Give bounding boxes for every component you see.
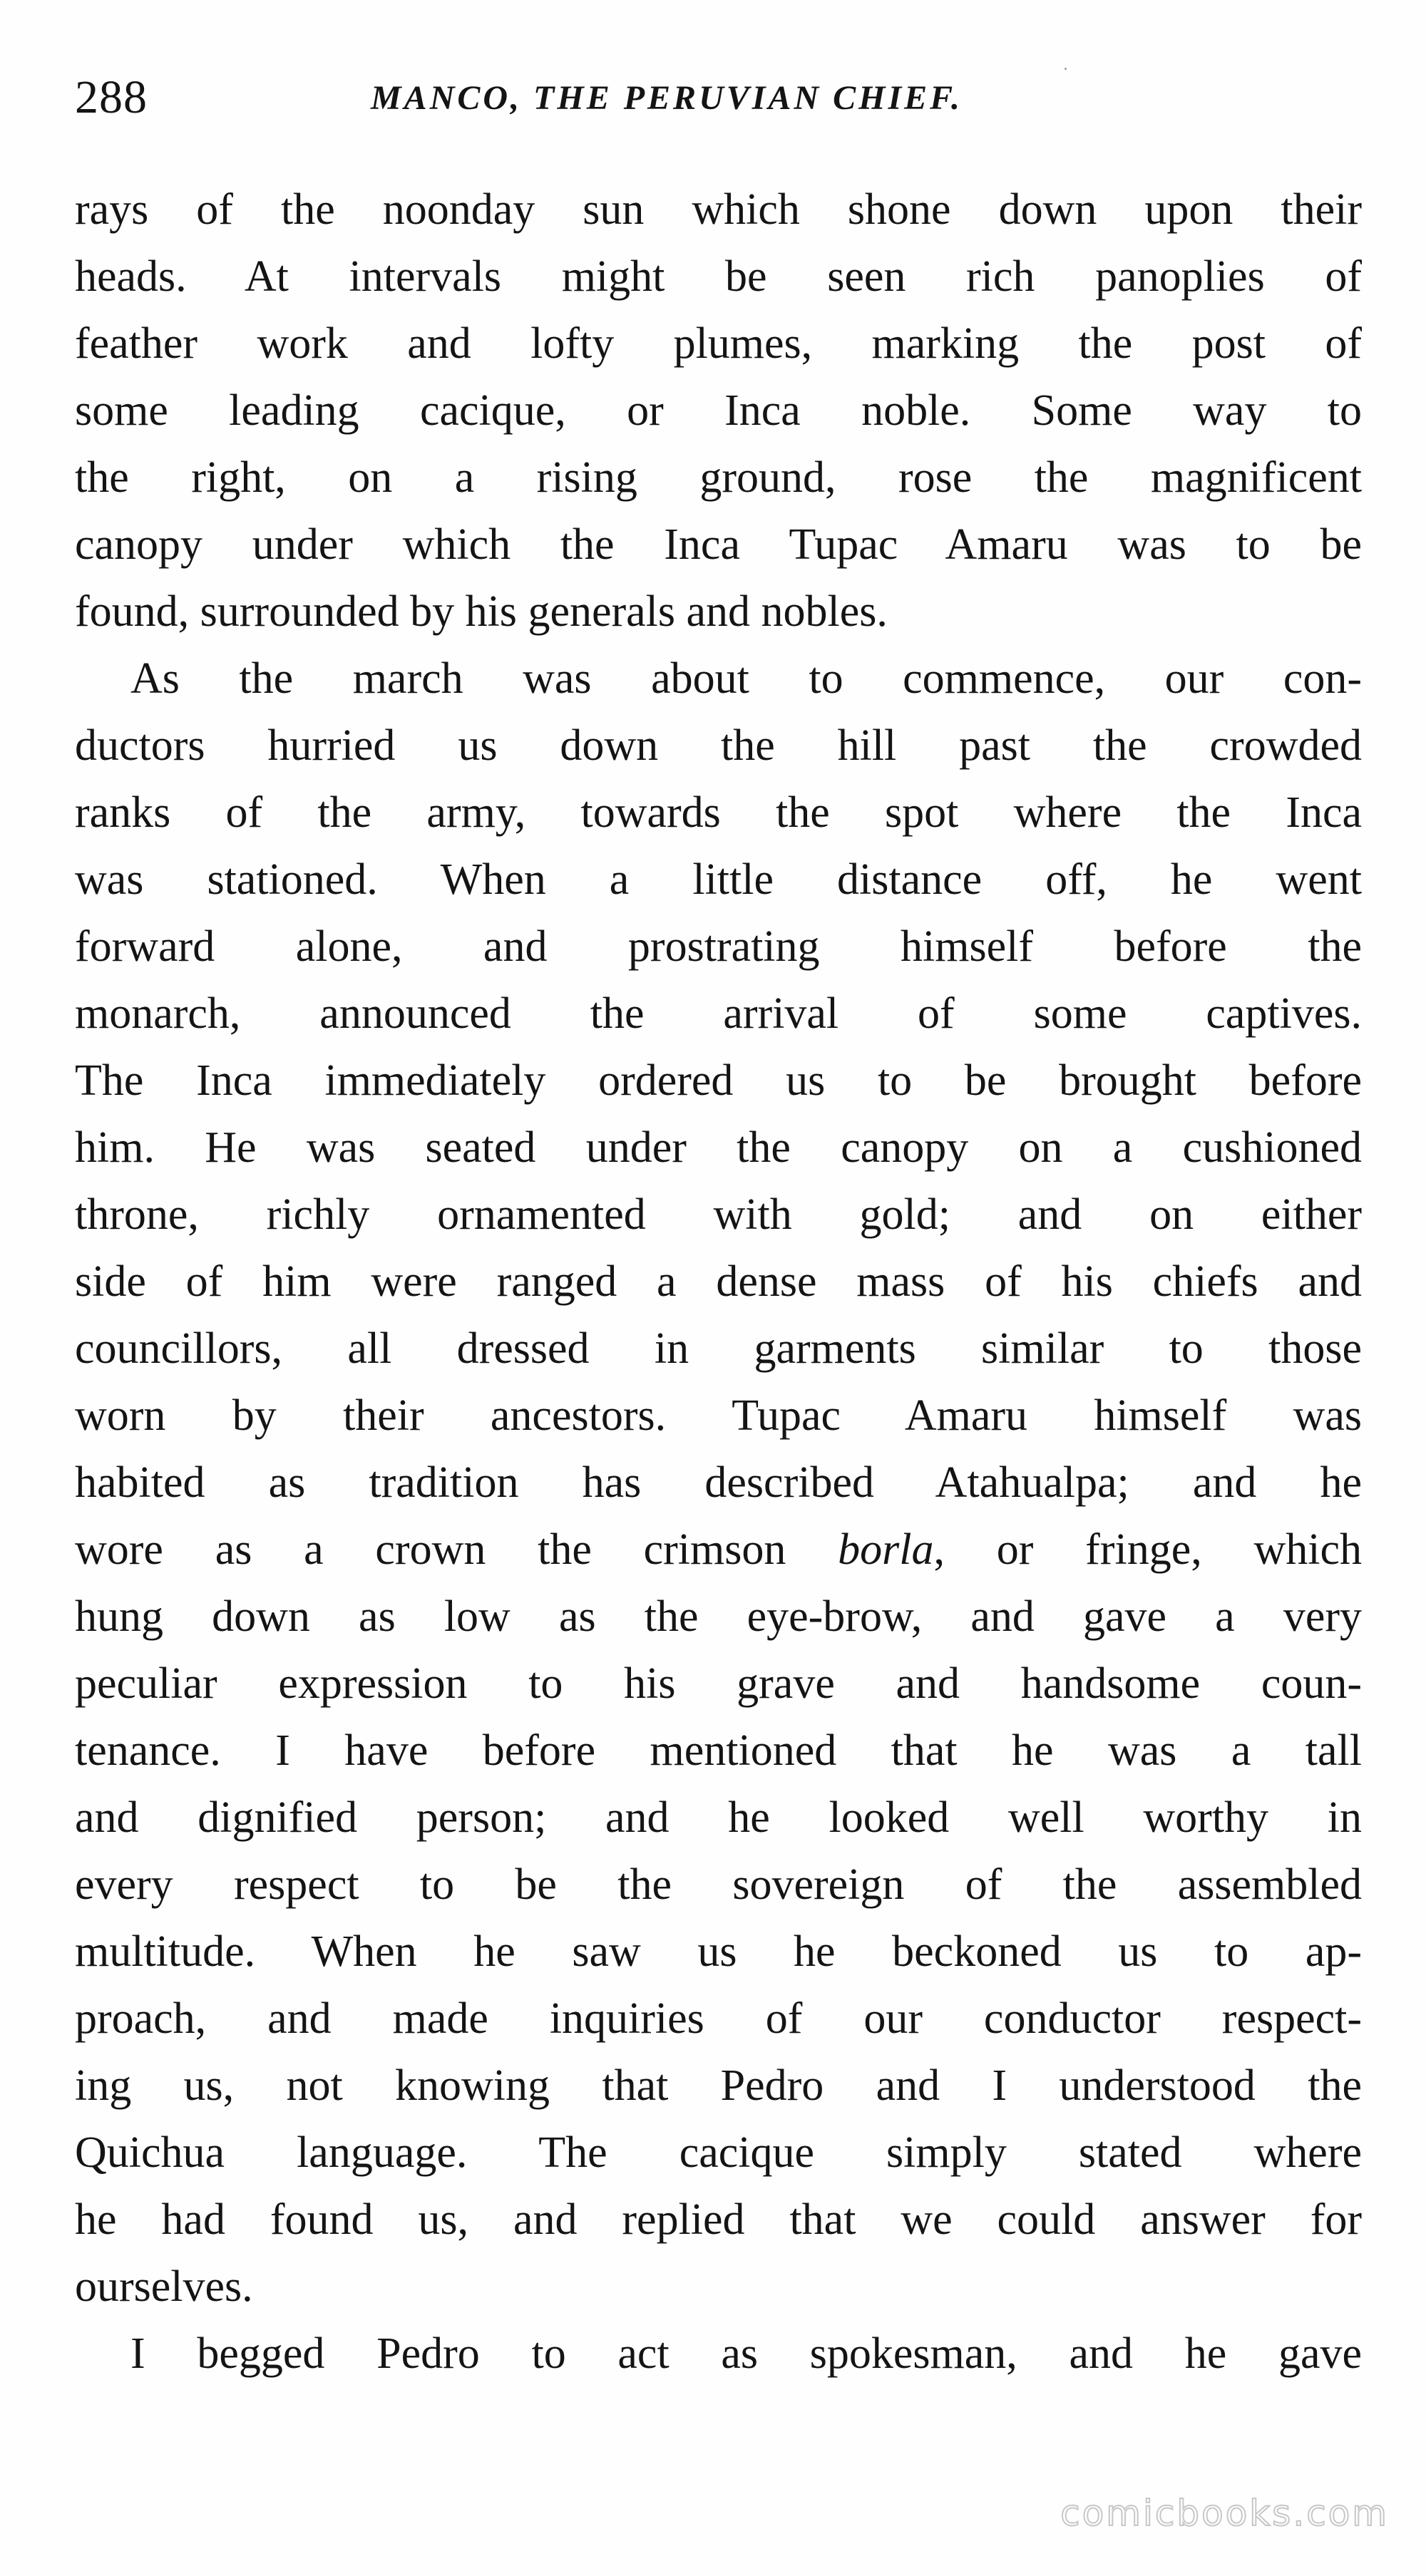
text-line: ing us, not knowing that Pedro and I understood the xyxy=(75,2061,1362,2110)
text-line: he had found us, and replied that we could answer for xyxy=(75,2195,1362,2244)
text-line: Quichua language. The cacique simply stated where xyxy=(75,2128,1362,2177)
text-line: some leading cacique, or Inca noble. Some way to xyxy=(75,386,1362,435)
text-line: every respect to be the sovereign of the assembled xyxy=(75,1860,1362,1909)
text-line: habited as tradition has described Atahualpa; and he xyxy=(75,1458,1362,1507)
text-line: tenance. I have before mentioned that he was a tall xyxy=(75,1726,1362,1775)
text-line: ranks of the army, towards the spot where the Inca xyxy=(75,788,1362,837)
text-line: proach, and made inquiries of our conductor respect- xyxy=(75,1994,1362,2043)
text-line: ductors hurried us down the hill past the crowded xyxy=(75,721,1362,770)
text-line: side of him were ranged a dense mass of his chiefs and xyxy=(75,1257,1362,1306)
paragraph-1 xyxy=(75,176,1362,645)
italic-term: borla xyxy=(838,1525,934,1574)
text-line: was stationed. When a little distance off, he went xyxy=(75,855,1362,904)
page-header xyxy=(75,66,1362,130)
text-line: forward alone, and prostrating himself before the xyxy=(75,922,1362,971)
text-line: hung down as low as the eye-brow, and gave a very xyxy=(75,1592,1362,1641)
text-line: him. He was seated under the canopy on a cushioned xyxy=(75,1123,1362,1172)
text-line: I begged Pedro to act as spokesman, and he gave xyxy=(130,2329,1362,2378)
text-line: ourselves. xyxy=(75,2262,253,2311)
text-line: worn by their ancestors. Tupac Amaru himself was xyxy=(75,1391,1362,1440)
running-head: MANCO, THE PERUVIAN CHIEF. xyxy=(371,79,963,117)
paragraph-3 xyxy=(75,2320,1362,2387)
text-line: councillors, all dressed in garments similar to those xyxy=(75,1324,1362,1373)
text-line: monarch, announced the arrival of some captives. xyxy=(75,989,1362,1038)
text-line: The Inca immediately ordered us to be brought before xyxy=(75,1056,1362,1105)
text-line: canopy under which the Inca Tupac Amaru was to be xyxy=(75,520,1362,569)
text-line: As the march was about to commence, our con- xyxy=(130,654,1362,703)
text-line: rays of the noonday sun which shone down upon their xyxy=(75,185,1362,234)
paragraph-2 xyxy=(75,645,1362,2320)
text-line: throne, richly ornamented with gold; and on either xyxy=(75,1190,1362,1239)
text-line: found, surrounded by his generals and nobles. xyxy=(75,587,888,636)
text-line: feather work and lofty plumes, marking the post of xyxy=(75,319,1362,368)
text-line: peculiar expression to his grave and handsome coun- xyxy=(75,1659,1362,1708)
text-line: heads. At intervals might be seen rich panoplies of xyxy=(75,252,1362,301)
page-number: 288 xyxy=(75,71,148,123)
text-line: wore as a crown the crimson borla, or fringe, which xyxy=(75,1525,1362,1574)
text-line: and dignified person; and he looked well worthy in xyxy=(75,1793,1362,1842)
text-line: multitude. When he saw us he beckoned us to ap- xyxy=(75,1927,1362,1976)
watermark: comicbooks.com xyxy=(1060,2493,1389,2534)
text-line: the right, on a rising ground, rose the magnificent xyxy=(75,453,1362,502)
body-text xyxy=(75,176,1362,2387)
